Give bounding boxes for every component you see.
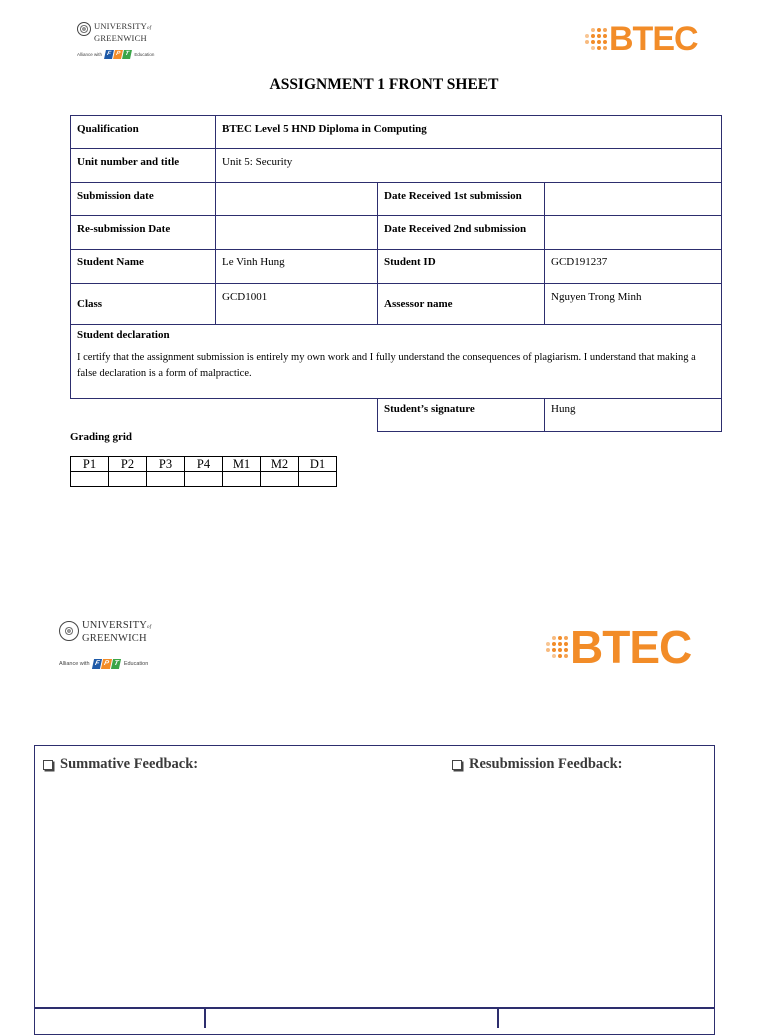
resubmission-feedback-label: Resubmission Feedback: xyxy=(469,756,623,772)
date-received-2-label: Date Received 2nd submission xyxy=(377,215,545,250)
class-label: Class xyxy=(70,283,216,325)
alliance-text: Alliance with xyxy=(77,52,103,57)
university-of: of xyxy=(147,26,152,31)
grading-value xyxy=(109,472,147,487)
date-received-1-value xyxy=(544,182,722,216)
grading-grid-label: Grading grid xyxy=(70,431,133,443)
checkbox-icon[interactable] xyxy=(43,760,53,770)
fpt-alliance xyxy=(77,50,154,59)
assessor-label: Assessor name xyxy=(377,283,545,325)
btec-dots-icon xyxy=(585,28,607,50)
university-logo-page2 xyxy=(59,621,151,669)
declaration-label: Student declaration xyxy=(77,329,170,341)
alliance-text: Alliance with xyxy=(59,661,90,667)
grading-value xyxy=(71,472,109,487)
fpt-alliance xyxy=(59,659,151,669)
student-id-value: GCD191237 xyxy=(544,249,722,284)
signature-value: Hung xyxy=(544,398,722,432)
feedback-column-divider xyxy=(204,1008,206,1028)
grading-grid xyxy=(70,456,337,487)
resubmission-date-value xyxy=(215,215,378,250)
btec-wordmark: BTEC xyxy=(570,621,692,673)
submission-date-label: Submission date xyxy=(70,182,216,216)
btec-dots-icon xyxy=(546,636,568,658)
fpt-logo xyxy=(105,50,131,59)
unit-label: Unit number and title xyxy=(70,148,216,183)
grading-header: M1 xyxy=(223,457,261,472)
qualification-value: BTEC Level 5 HND Diploma in Computing xyxy=(215,115,722,149)
education-text: Education xyxy=(123,661,149,667)
fpt-logo xyxy=(93,659,121,669)
btec-wordmark: BTEC xyxy=(609,20,698,58)
university-line1: UNIVERSITY xyxy=(94,21,147,31)
assessor-value: Nguyen Trong Minh xyxy=(544,283,722,325)
qualification-label: Qualification xyxy=(70,115,216,149)
grading-value xyxy=(185,472,223,487)
grading-value xyxy=(147,472,185,487)
btec-logo-page2 xyxy=(546,621,692,673)
university-seal-icon xyxy=(59,621,79,641)
education-text: Education xyxy=(134,52,155,57)
grading-value xyxy=(299,472,337,487)
signature-label: Student’s signature xyxy=(377,398,545,432)
grading-header: P2 xyxy=(109,457,147,472)
page-title: ASSIGNMENT 1 FRONT SHEET xyxy=(269,76,499,93)
fpt-letter-p: P xyxy=(113,50,123,59)
grading-header-row xyxy=(71,457,337,472)
submission-date-value xyxy=(215,182,378,216)
grading-header: D1 xyxy=(299,457,337,472)
resubmission-date-label: Re-submission Date xyxy=(70,215,216,250)
fpt-letter-f: F xyxy=(92,659,102,669)
university-line1: UNIVERSITY xyxy=(82,620,147,631)
class-value: GCD1001 xyxy=(215,283,378,325)
university-seal-icon xyxy=(77,22,91,36)
student-id-label: Student ID xyxy=(377,249,545,284)
university-line2: GREENWICH xyxy=(94,32,147,43)
feedback-box xyxy=(34,745,715,1035)
checkbox-icon[interactable] xyxy=(452,760,462,770)
feedback-column-divider xyxy=(497,1008,499,1028)
declaration-text: I certify that the assignment submission is entirely my own work and I fully understand the consequences of plagiarism. I understand that making a false declaration is a form of malpractice. xyxy=(77,352,696,379)
grading-header: P4 xyxy=(185,457,223,472)
fpt-letter-t: T xyxy=(122,50,132,59)
declaration-cell xyxy=(70,324,722,399)
student-name-label: Student Name xyxy=(70,249,216,284)
grading-header: P3 xyxy=(147,457,185,472)
date-received-1-label: Date Received 1st submission xyxy=(377,182,545,216)
grading-value xyxy=(261,472,299,487)
student-name-value: Le Vinh Hung xyxy=(215,249,378,284)
unit-value: Unit 5: Security xyxy=(215,148,722,183)
btec-logo xyxy=(585,22,698,56)
summative-feedback xyxy=(43,756,198,773)
fpt-letter-p: P xyxy=(101,659,112,669)
grading-value-row xyxy=(71,472,337,487)
grading-header: P1 xyxy=(71,457,109,472)
fpt-letter-t: T xyxy=(110,659,120,669)
feedback-bottom-border xyxy=(34,1007,715,1009)
resubmission-feedback xyxy=(452,756,622,773)
grading-header: M2 xyxy=(261,457,299,472)
fpt-letter-f: F xyxy=(104,50,114,59)
university-of: of xyxy=(147,625,152,630)
summative-feedback-label: Summative Feedback: xyxy=(60,756,199,772)
grading-value xyxy=(223,472,261,487)
university-line2: GREENWICH xyxy=(82,632,147,644)
university-logo xyxy=(77,22,154,59)
date-received-2-value xyxy=(544,215,722,250)
